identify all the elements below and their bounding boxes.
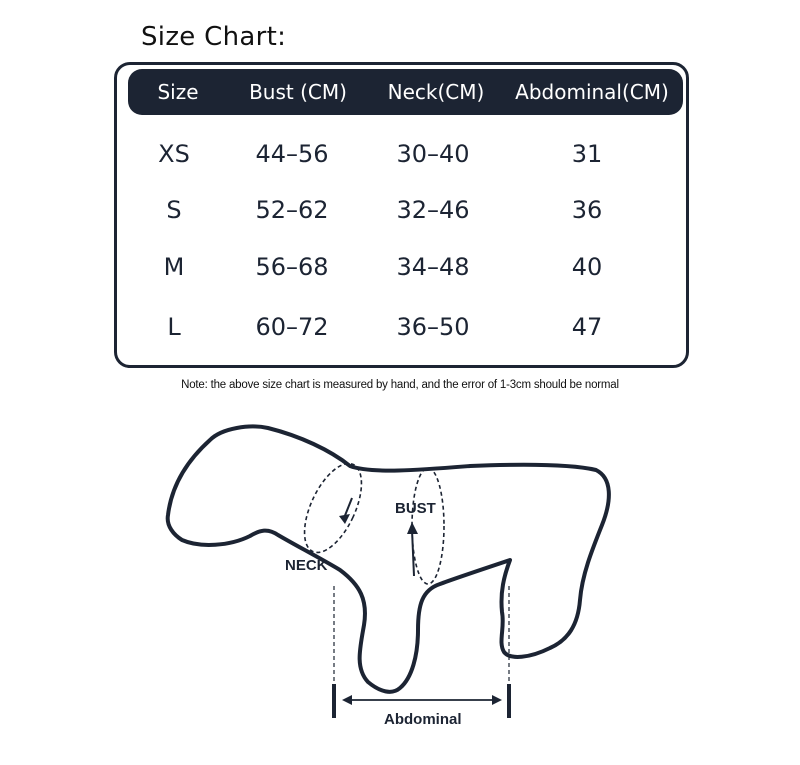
header-size: Size xyxy=(157,80,199,104)
bust-cell: 44–56 xyxy=(255,140,329,168)
size-cell: L xyxy=(167,313,181,341)
table-row xyxy=(0,307,800,347)
neck-cell: 30–40 xyxy=(396,140,470,168)
neck-arrowhead xyxy=(339,514,350,524)
neck-measure-loop xyxy=(293,455,373,561)
bust-arrowhead xyxy=(407,522,418,534)
dog-silhouette-outline xyxy=(168,427,609,692)
header-bust: Bust (CM) xyxy=(249,80,347,104)
abdominal-cell: 36 xyxy=(571,196,603,224)
table-row xyxy=(0,190,800,230)
header-neck: Neck(CM) xyxy=(387,80,485,104)
dog-measurement-diagram xyxy=(0,400,800,761)
bust-measure-loop xyxy=(412,468,444,584)
measurement-note: Note: the above size chart is measured by hand, and the error of 1-3cm should be normal xyxy=(181,379,619,391)
neck-cell: 32–46 xyxy=(396,196,470,224)
bust-cell: 52–62 xyxy=(255,196,329,224)
abdominal-arrowhead-right xyxy=(492,695,502,705)
size-cell: XS xyxy=(158,140,190,168)
table-row xyxy=(0,134,800,174)
bust-label: BUST xyxy=(395,500,436,517)
neck-cell: 36–50 xyxy=(396,313,470,341)
neck-cell: 34–48 xyxy=(396,253,470,281)
abdominal-label: Abdominal xyxy=(384,711,462,728)
abdominal-arrowhead-left xyxy=(342,695,352,705)
table-row xyxy=(0,247,800,287)
header-abdominal: Abdominal(CM) xyxy=(515,80,669,104)
bust-cell: 60–72 xyxy=(255,313,329,341)
size-cell: M xyxy=(163,253,185,281)
dog-outline-illustration xyxy=(0,400,800,761)
bust-arrow xyxy=(412,530,414,576)
bust-cell: 56–68 xyxy=(255,253,329,281)
size-chart-header xyxy=(128,69,683,115)
neck-label: NECK xyxy=(285,557,328,574)
size-cell: S xyxy=(166,196,182,224)
abdominal-cell: 40 xyxy=(571,253,603,281)
abdominal-cell: 31 xyxy=(571,140,603,168)
abdominal-cell: 47 xyxy=(571,313,603,341)
page-title: Size Chart: xyxy=(141,22,287,52)
